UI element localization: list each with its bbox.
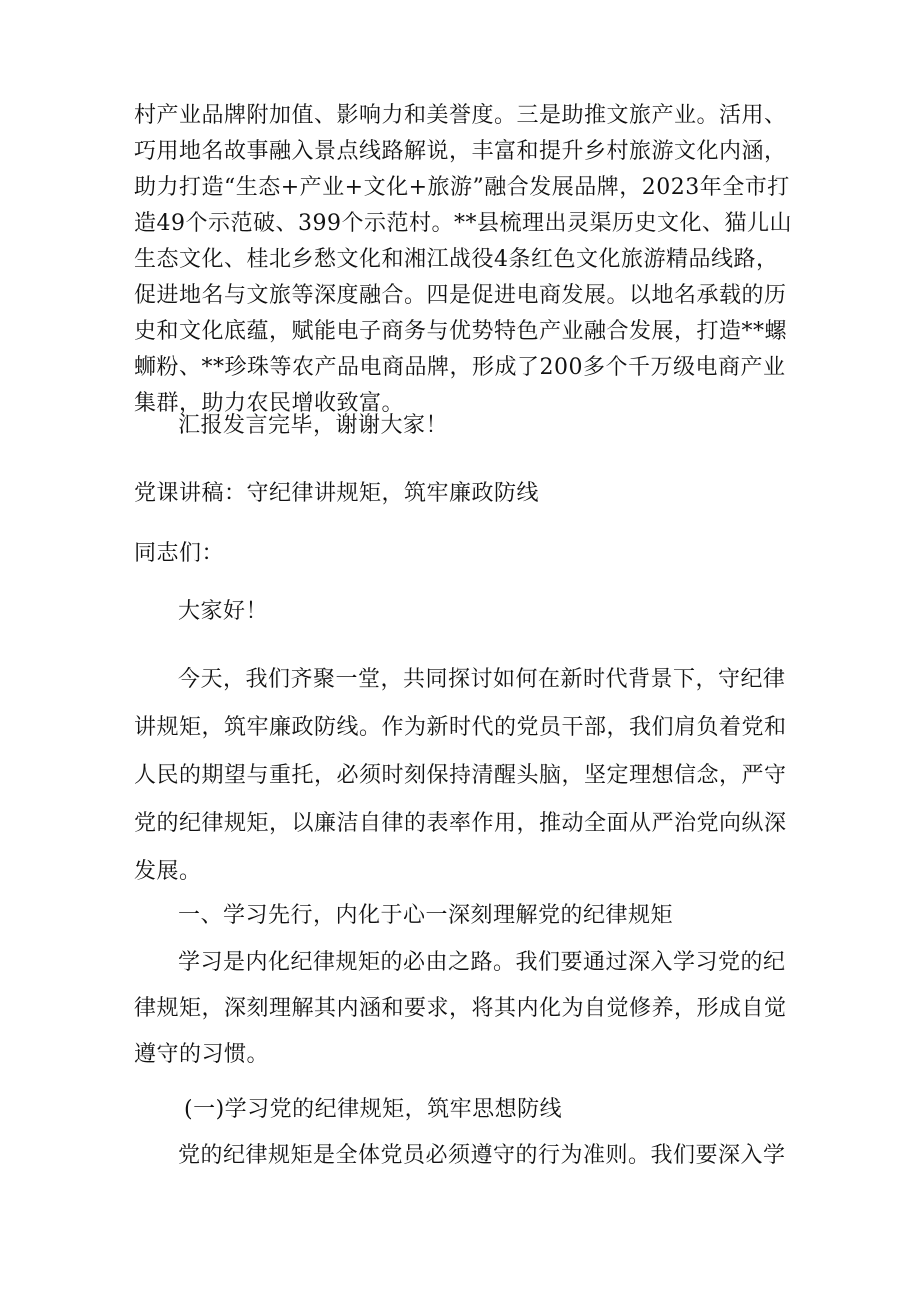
paragraph-tourism-ecommerce: 村产业品牌附加值、影响力和美誉度。三是助推文旅产业。活用、巧用地名故事融入景点线路解说，丰富和提升乡村旅游文化内涵，助力打造“生态+产业+文化+旅游”融合发展品牌，2023年全市打造49个示范破、399个示范村。**县梳理出灵渠历史文化、猫儿山生态文化、桂北乡愁文化和湘江战役4条红色文化旅游精品线路，促进地名与文旅等深度融合。四是促进电商发展。以地名承载的历史和文化底蕴，赋能电子商务与优势特色产业融合发展，打造**螺蛳粉、**珍珠等农产品电商品牌，形成了200多个千万级电商产业集群，助力农民增收致富。 <box>134 103 792 416</box>
lecture-title: 党课讲稿：守纪律讲规矩，筑牢廉政防线 <box>134 481 540 506</box>
paragraph-learning: 学习是内化纪律规矩的必由之路。我们要通过深入学习党的纪律规矩，深刻理解其内涵和要求，将其内化为自觉修养，形成自觉遵守的习惯。 <box>134 950 787 1067</box>
subsection-heading-1: (一)学习党的纪律规矩，筑牢思想防线 <box>184 1097 563 1122</box>
paragraph-introduction: 今天，我们齐聚一堂，共同探讨如何在新时代背景下，守纪律讲规矩，筑牢廉政防线。作为新时代的党员干部，我们肩负着党和人民的期望与重托，必须时刻保持清醒头脑，坚定理想信念，严守党的纪律规矩，以廉洁自律的表率作用，推动全面从严治党向纵深发展。 <box>134 667 787 884</box>
paragraph-party-rules: 党的纪律规矩是全体党员必须遵守的行为准则。我们要深入学 <box>178 1143 786 1168</box>
section-heading-1: 一、学习先行，内化于心一深刻理解党的纪律规矩 <box>178 903 674 928</box>
greeting: 大家好！ <box>178 599 269 624</box>
paragraph-closing-remark: 汇报发言完毕，谢谢大家！ <box>178 413 449 438</box>
salutation: 同志们： <box>134 541 225 566</box>
